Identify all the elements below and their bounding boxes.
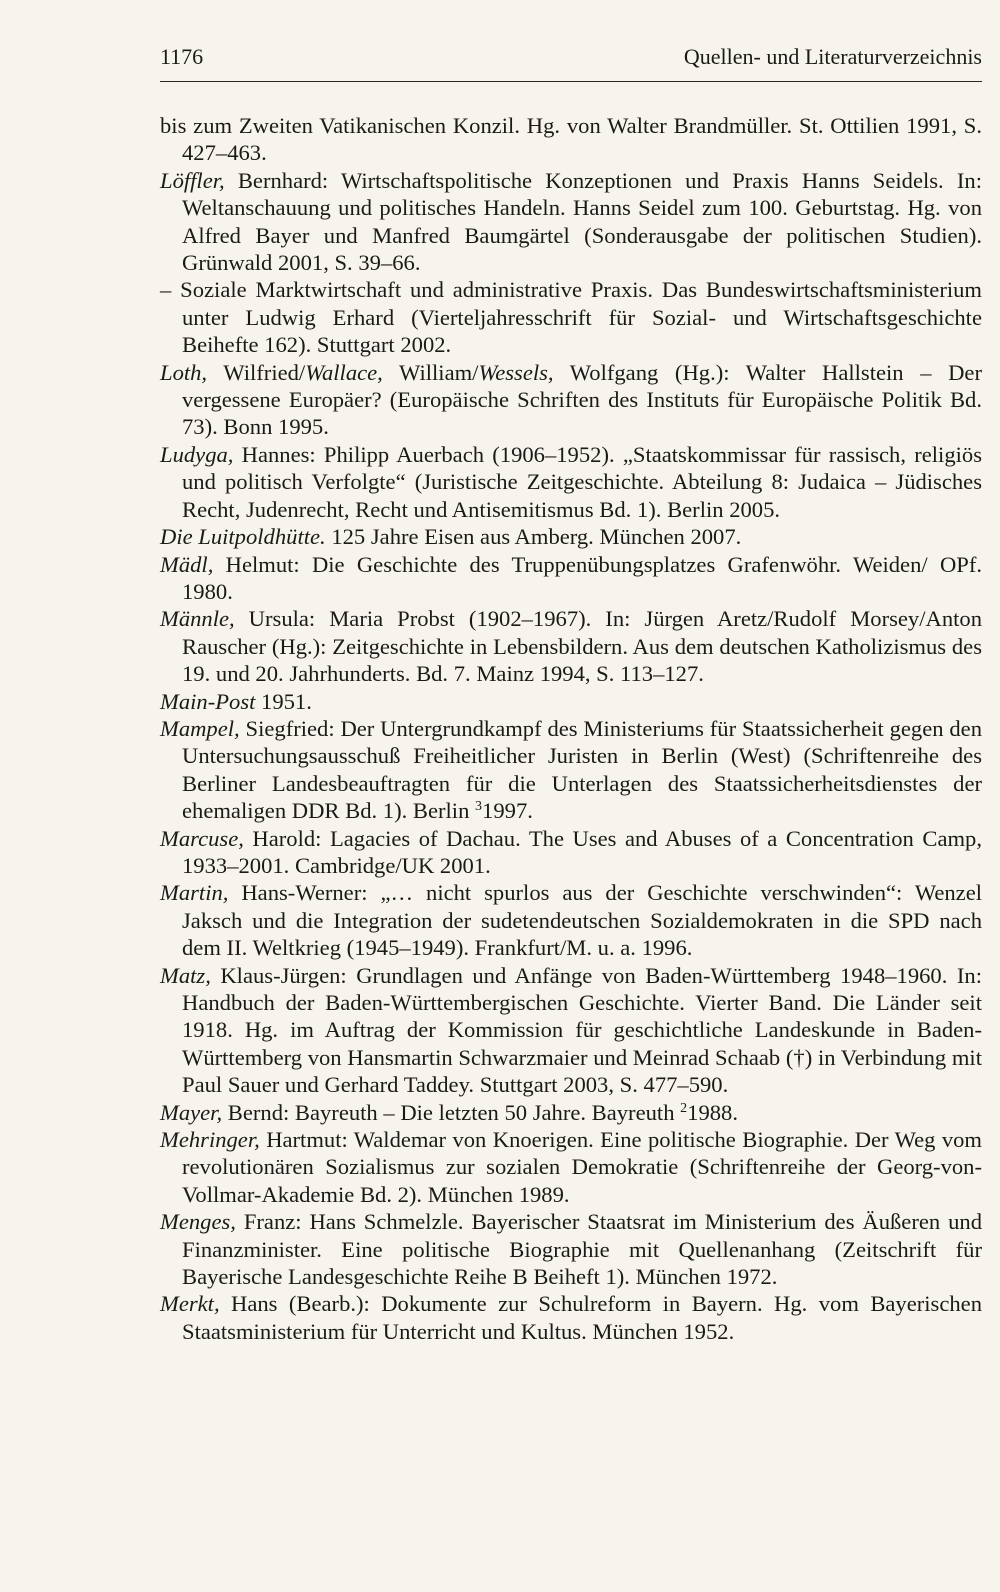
author-name: Mayer, [160,1099,223,1125]
author-name: Martin, [160,880,229,906]
author-name: Mehringer, [160,1127,260,1153]
bibliography-list [160,112,982,1345]
bibliography-entry: Mädl, Helmut: Die Geschichte des Truppenübungsplatzes Grafenwöhr. Weiden/ OPf. 1980. [160,551,982,604]
author-name: Mampel, [160,715,240,741]
title-name: Main-Post [160,688,256,714]
page-number: 1176 [160,44,204,69]
author-name: Menges, [160,1209,236,1235]
bibliography-entry: Löffler, Bernhard: Wirtschaftspolitische Konzeptionen und Praxis Hanns Seidels. In: Weltanschauung und politisches Handeln. Hanns Seidel zum 100. Geburtstag. Hg. von Alfred Bayer und Manfred Baumgärtel (Sonderausgabe der politischen Studien). Grünwald 2001, S. 39–66. [160,167,982,276]
bibliography-entry: Mampel, Siegfried: Der Untergrundkampf des Ministeriums für Staatssicherheit gegen den Untersuchungsausschuß Freiheitlicher Juristen in Berlin (West) (Schriftenreihe des Berliner Landesbeauftragten für die Unterlagen des Staatssicherheitsdienstes der ehemaligen DDR Bd. 1). Berlin $^3$1997. [160,715,982,824]
bibliography-entry: Matz, Klaus-Jürgen: Grundlagen und Anfänge von Baden-Württemberg 1948–1960. In: Handbuch der Baden-Württembergischen Geschichte. Vierter Band. Die Länder seit 1918. Hg. im Auftrag der Kommission für geschichtliche Landeskunde in Baden-Württemberg von Hansmartin Schwarzmaier und Meinrad Schaab (†) in Verbindung mit Paul Sauer und Gerhard Taddey. Stuttgart 2003, S. 477–590. [160,962,982,1098]
author-name: Wallace, [305,359,383,385]
author-name: Marcuse, [160,825,244,851]
bibliography-entry: Loth, Wilfried/Wallace, William/Wessels, Wolfgang (Hg.): Walter Hallstein – Der vergessene Europäer? (Europäische Schriften des Instituts für Europäische Politik Bd. 73). Bonn 1995. [160,359,982,440]
author-name: Matz, [160,962,211,988]
edition-number: 3 [475,799,483,815]
author-name: Männle, [160,606,235,632]
running-header [160,44,982,70]
bibliography-entry: Marcuse, Harold: Lagacies of Dachau. The Uses and Abuses of a Concentration Camp, 1933–2001. Cambridge/UK 2001. [160,825,982,878]
bibliography-entry: Mehringer, Hartmut: Waldemar von Knoerigen. Eine politische Biographie. Der Weg vom revolutionären Sozialismus zur sozialen Demokratie (Schriftenreihe der Georg-von-Vollmar-Akademie Bd. 2). München 1989. [160,1127,982,1207]
bibliography-entry: Männle, Ursula: Maria Probst (1902–1967). In: Jürgen Aretz/Rudolf Morsey/Anton Rauscher (Hg.): Zeitgeschichte in Lebensbildern. Aus dem deutschen Katholizismus des 19. und 20. Jahrhunderts. Bd. 7. Mainz 1994, S. 113–127. [160,606,982,687]
bibliography-entry: – Soziale Marktwirtschaft und administrative Praxis. Das Bundeswirtschaftsministerium unter Ludwig Erhard (Vierteljahresschrift für Sozial- und Wirtschaftsgeschichte Beihefte 162). Stuttgart 2002. [160,277,982,358]
bibliography-entry: Martin, Hans-Werner: „… nicht spurlos aus der Geschichte verschwinden“: Wenzel Jaksch und die Integration der sudetendeutschen Sozialdemokraten in die SPD nach dem II. Weltkrieg (1945–1949). Frankfurt/M. u. a. 1996. [160,880,982,961]
bibliography-entry: Mayer, Bernd: Bayreuth – Die letzten 50 Jahre. Bayreuth $^2$1988. [160,1099,738,1125]
running-title: Quellen- und Literaturverzeichnis [683,44,982,69]
author-name: Merkt, [160,1291,220,1317]
bibliography-entry: Die Luitpoldhütte. 125 Jahre Eisen aus Amberg. München 2007. [160,524,742,550]
bibliography-entry: Ludyga, Hannes: Philipp Auerbach (1906–1952). „Staatskommissar für rassisch, religiös und politisch Verfolgte“ (Juristische Zeitgeschichte. Abteilung 8: Judaica – Jüdisches Recht, Judenrecht, Recht und Antisemitismus Bd. 1). Berlin 2005. [160,441,982,522]
author-name: Ludyga, [160,441,234,467]
header-rule [160,81,982,82]
author-name: Löffler, [160,167,225,193]
author-name: Loth, [160,359,208,385]
edition-number: 2 [680,1100,688,1116]
bibliography-entry: Main-Post 1951. [160,688,312,714]
author-name: Wessels, [478,359,554,385]
bibliography-entry: Merkt, Hans (Bearb.): Dokumente zur Schulreform in Bayern. Hg. vom Bayerischen Staatsministerium für Unterricht und Kultus. München 1952. [160,1291,982,1344]
bibliography-entry: Menges, Franz: Hans Schmelzle. Bayerischer Staatsrat im Ministerium des Äußeren und Finanzminister. Eine politische Biographie mit Quellenanhang (Zeitschrift für Bayerische Landesgeschichte Reihe B Beiheft 1). München 1972. [160,1209,982,1290]
author-name: Mädl, [160,551,214,577]
title-name: Die Luitpoldhütte. [160,524,326,550]
bibliography-entry: bis zum Zweiten Vatikanischen Konzil. Hg. von Walter Brandmüller. St. Ottilien 1991, S. 427–463. [160,113,982,166]
